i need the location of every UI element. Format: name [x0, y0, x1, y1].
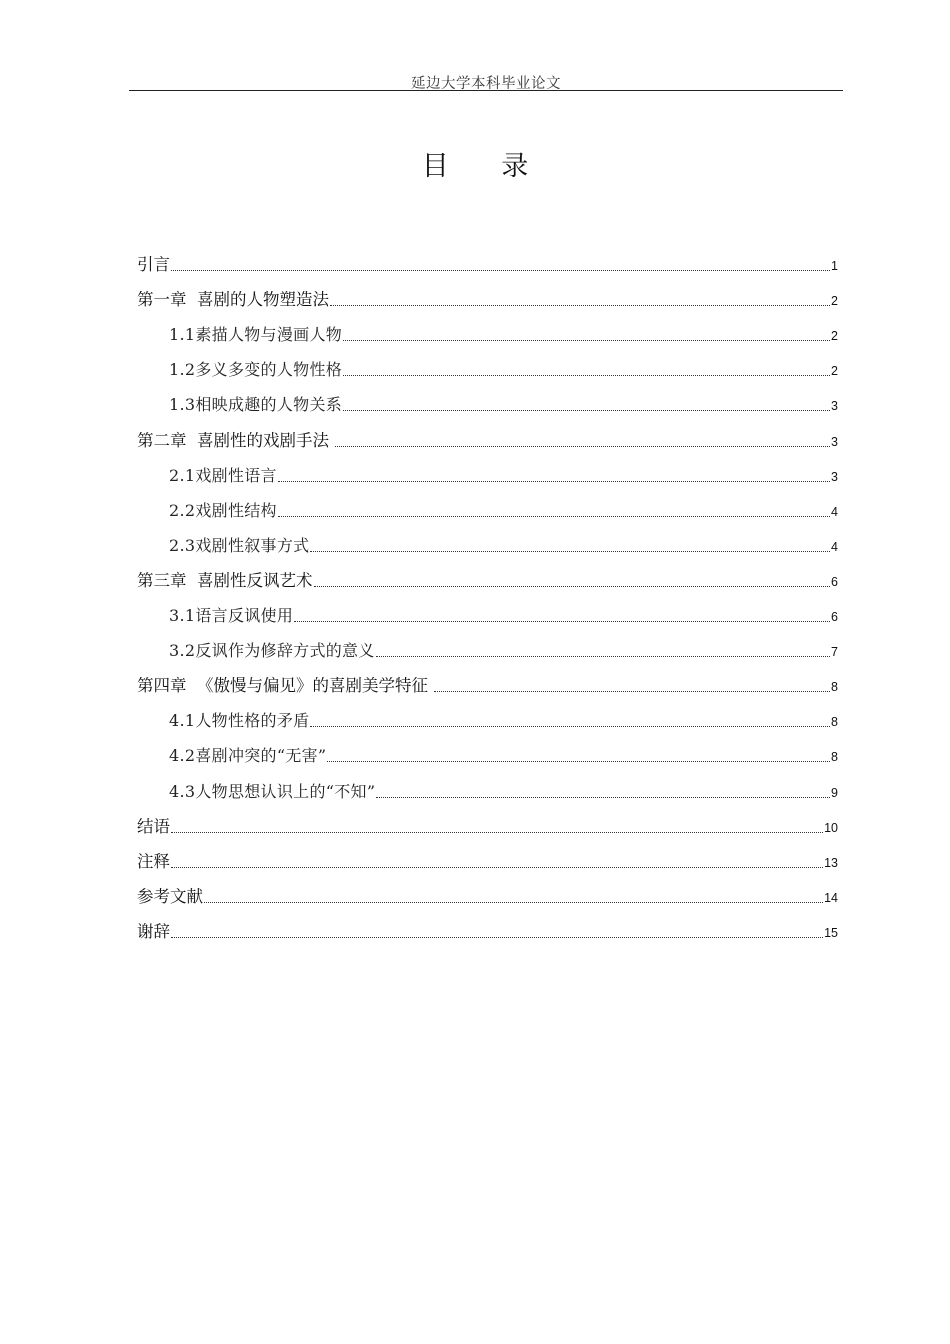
- toc-entry-label: 参考文献: [137, 886, 203, 906]
- toc-page-number: 2: [831, 364, 838, 379]
- toc-page-number: 6: [831, 574, 838, 589]
- toc-dot-leader: [171, 270, 830, 271]
- toc-page-number: 8: [831, 680, 838, 695]
- toc-entry-label: 2.2戏剧性结构: [169, 500, 277, 520]
- page-title: 目 录: [421, 151, 551, 182]
- toc-page-number: 1: [831, 259, 838, 274]
- toc-page-number: 13: [824, 855, 838, 870]
- toc-dot-leader: [171, 937, 823, 938]
- toc-dot-leader: [327, 761, 830, 762]
- toc-entry-chapter[interactable]: [137, 873, 838, 908]
- toc-entry-section[interactable]: [137, 732, 838, 767]
- toc-page-number: 4: [831, 539, 838, 554]
- toc-entry-chapter[interactable]: [137, 908, 838, 943]
- toc-entry-section[interactable]: [137, 452, 838, 487]
- toc-page-number: 8: [831, 715, 838, 730]
- toc-entry-label: 2.1戏剧性语言: [169, 465, 277, 485]
- toc-page-number: 15: [824, 925, 838, 940]
- toc-dot-leader: [434, 691, 830, 692]
- toc-entry-label: 4.3人物思想认识上的“不知”: [169, 781, 376, 801]
- toc-entry-label: 注释: [137, 851, 170, 871]
- running-header: 延边大学本科毕业论文: [411, 76, 561, 92]
- toc-entry-label: 1.1素描人物与漫画人物: [169, 325, 343, 345]
- toc-dot-leader: [335, 446, 830, 447]
- toc-page-number: 3: [831, 399, 838, 414]
- toc-page-number: 6: [831, 610, 838, 625]
- toc-dot-leader: [343, 340, 830, 341]
- table-of-contents: [137, 241, 838, 943]
- toc-page-number: 3: [831, 434, 838, 449]
- toc-entry-label: 3.1语言反讽使用: [169, 606, 294, 626]
- toc-dot-leader: [376, 797, 830, 798]
- toc-entry-label: 2.3戏剧性叙事方式: [169, 535, 310, 555]
- toc-page-number: 14: [824, 890, 838, 905]
- toc-page-number: 7: [831, 645, 838, 660]
- toc-entry-label: 第二章 喜剧性的戏剧手法: [137, 430, 335, 450]
- toc-dot-leader: [171, 867, 823, 868]
- toc-entry-section[interactable]: [137, 381, 838, 416]
- toc-entry-label: 4.1人物性格的矛盾: [169, 711, 310, 731]
- toc-entry-chapter[interactable]: [137, 838, 838, 873]
- toc-entry-section[interactable]: [137, 627, 838, 662]
- toc-page-number: 2: [831, 294, 838, 309]
- toc-dot-leader: [343, 410, 830, 411]
- toc-entry-section[interactable]: [137, 697, 838, 732]
- toc-entry-section[interactable]: [137, 346, 838, 381]
- toc-page-number: 10: [824, 820, 838, 835]
- toc-entry-label: 4.2喜剧冲突的“无害”: [169, 746, 327, 766]
- toc-entry-section[interactable]: [137, 487, 838, 522]
- toc-entry-chapter[interactable]: [137, 803, 838, 838]
- toc-entry-label: 引言: [137, 255, 170, 275]
- toc-entry-chapter[interactable]: [137, 276, 838, 311]
- toc-entry-label: 3.2反讽作为修辞方式的意义: [169, 641, 375, 661]
- toc-dot-leader: [278, 516, 830, 517]
- toc-dot-leader: [330, 305, 830, 306]
- toc-entry-label: 第四章 《傲慢与偏见》的喜剧美学特征: [137, 676, 434, 696]
- toc-entry-label: 第一章 喜剧的人物塑造法: [137, 290, 329, 310]
- toc-dot-leader: [376, 656, 830, 657]
- toc-entry-label: 谢辞: [137, 921, 170, 941]
- toc-page-number: 9: [831, 785, 838, 800]
- toc-entry-chapter[interactable]: [137, 416, 838, 451]
- toc-page-number: 8: [831, 750, 838, 765]
- toc-dot-leader: [310, 551, 830, 552]
- toc-entry-label: 1.3相映成趣的人物关系: [169, 395, 343, 415]
- toc-entry-chapter[interactable]: [137, 241, 838, 276]
- toc-entry-section[interactable]: [137, 311, 838, 346]
- toc-dot-leader: [314, 586, 831, 587]
- toc-dot-leader: [204, 902, 823, 903]
- header-rule: [129, 90, 843, 91]
- toc-dot-leader: [343, 375, 830, 376]
- toc-page-number: 3: [831, 469, 838, 484]
- toc-entry-label: 结语: [137, 816, 170, 836]
- toc-entry-label: 第三章 喜剧性反讽艺术: [137, 570, 313, 590]
- toc-dot-leader: [278, 481, 830, 482]
- toc-entry-chapter[interactable]: [137, 557, 838, 592]
- toc-entry-section[interactable]: [137, 522, 838, 557]
- toc-dot-leader: [294, 621, 830, 622]
- toc-entry-section[interactable]: [137, 592, 838, 627]
- toc-entry-label: 1.2多义多变的人物性格: [169, 360, 343, 380]
- toc-entry-section[interactable]: [137, 767, 838, 802]
- toc-entry-chapter[interactable]: [137, 662, 838, 697]
- toc-page-number: 2: [831, 329, 838, 344]
- toc-page-number: 4: [831, 504, 838, 519]
- toc-dot-leader: [171, 832, 823, 833]
- toc-dot-leader: [310, 726, 830, 727]
